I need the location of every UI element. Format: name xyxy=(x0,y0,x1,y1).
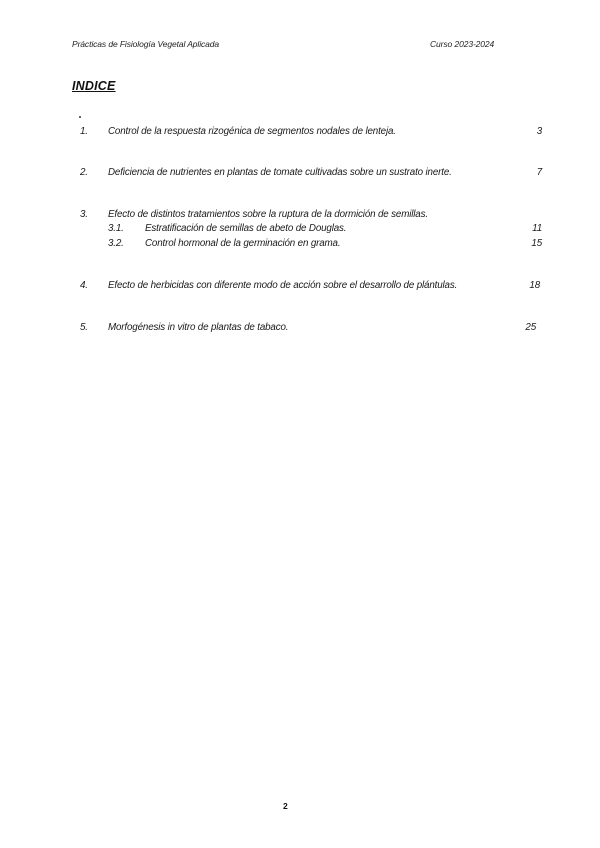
toc-entry-1[interactable] xyxy=(0,126,600,140)
stray-dot-mark xyxy=(79,116,81,118)
toc-entry-number: 3. xyxy=(80,209,88,220)
toc-entry-title: Deficiencia de nutrientes en plantas de tomate cultivadas sobre un sustrato inerte. xyxy=(108,167,452,178)
toc-entry-page: 11 xyxy=(532,223,542,234)
toc-entry-number: 3.2. xyxy=(108,238,124,249)
toc-entry-number: 5. xyxy=(80,322,88,333)
toc-entry-title: Efecto de distintos tratamientos sobre la ruptura de la dormición de semillas. xyxy=(108,209,428,220)
toc-entry-3[interactable] xyxy=(0,209,600,223)
toc-entry-2[interactable] xyxy=(0,167,600,181)
toc-entry-3-1[interactable] xyxy=(0,223,600,237)
toc-entry-page: 18 xyxy=(529,280,540,291)
header-course-title: Prácticas de Fisiología Vegetal Aplicada xyxy=(72,39,220,49)
toc-entry-title: Control de la respuesta rizogénica de segmentos nodales de lenteja. xyxy=(108,126,396,137)
toc-entry-title: Control hormonal de la germinación en grama. xyxy=(145,238,341,249)
footer-page-number: 2 xyxy=(283,801,288,811)
toc-entry-title: Morfogénesis in vitro de plantas de tabaco. xyxy=(108,322,289,333)
toc-entry-4[interactable] xyxy=(0,280,600,294)
toc-entry-page: 25 xyxy=(525,322,536,333)
toc-entry-number: 3.1. xyxy=(108,223,124,234)
toc-entry-3-2[interactable] xyxy=(0,238,600,252)
toc-entry-title: Efecto de herbicidas con diferente modo de acción sobre el desarrollo de plántulas. xyxy=(108,280,458,291)
toc-entry-page: 7 xyxy=(536,167,542,178)
toc-entry-number: 2. xyxy=(80,167,88,178)
toc-entry-number: 4. xyxy=(80,280,88,291)
toc-entry-number: 1. xyxy=(80,126,88,137)
toc-entry-5[interactable] xyxy=(0,322,600,336)
index-title: INDICE xyxy=(72,79,116,93)
toc-entry-page: 15 xyxy=(531,238,542,249)
toc-entry-title: Estratificación de semillas de abeto de Douglas. xyxy=(145,223,347,234)
header-academic-year: Curso 2023-2024 xyxy=(430,39,495,49)
toc-entry-page: 3 xyxy=(536,126,542,137)
